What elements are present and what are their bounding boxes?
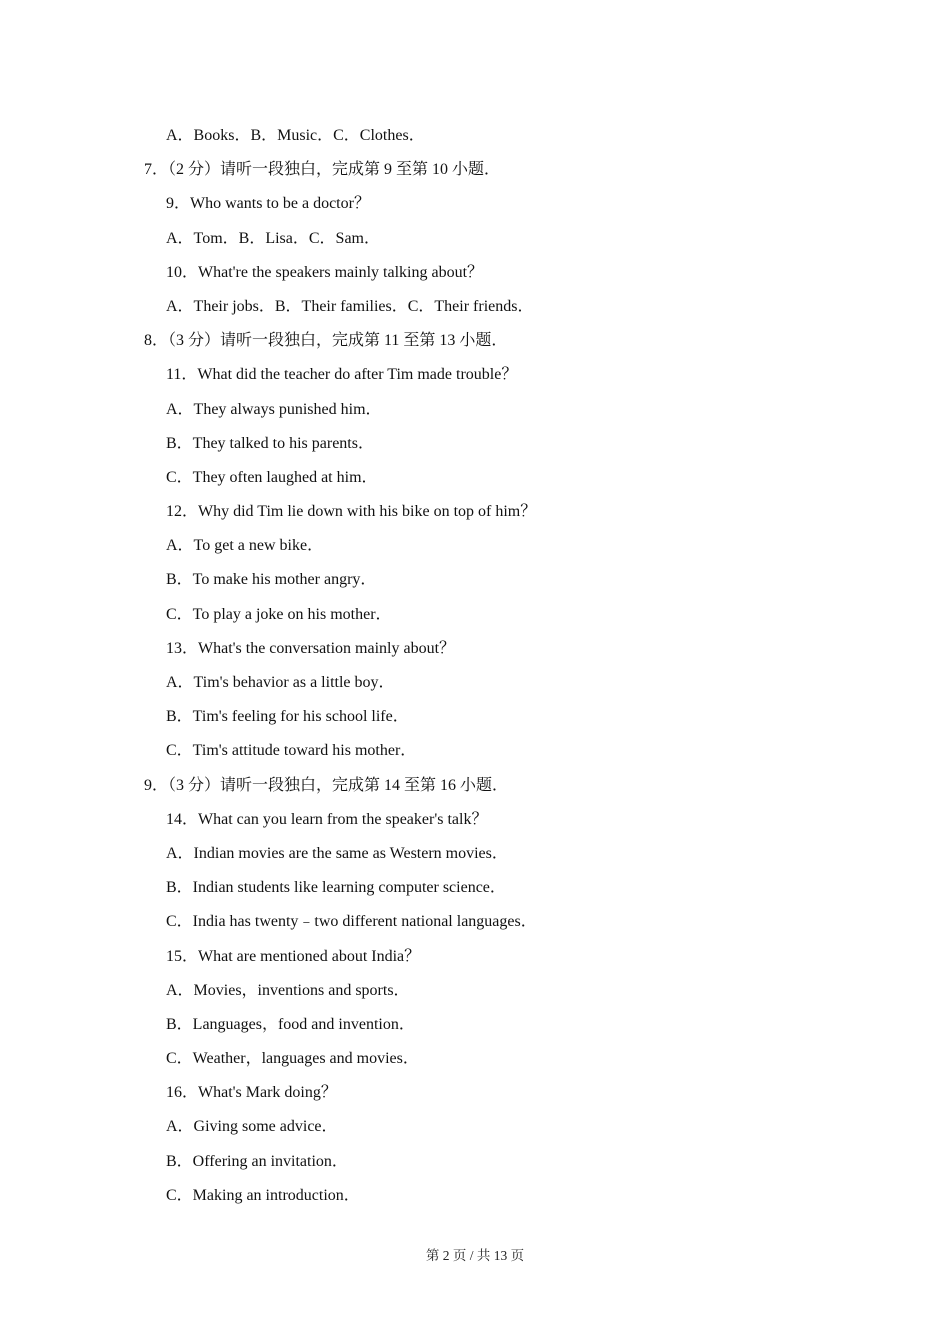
option-q15-c: C．Weather，languages and movies． bbox=[166, 1050, 419, 1068]
option-q15-a: A．Movies，inventions and sports． bbox=[166, 981, 410, 999]
option-q11-a: A．They always punished him． bbox=[166, 400, 382, 418]
option-q13-c: C．Tim's attitude toward his mother． bbox=[166, 742, 417, 760]
answer-options-q9: A．Tom．B．Lisa．C．Sam． bbox=[166, 229, 380, 247]
option-q14-c: C．India has twenty﹣two different national languages． bbox=[166, 913, 537, 931]
question-content bbox=[0, 124, 950, 1218]
question-12: 12．Why did Tim lie down with his bike on top of him？ bbox=[166, 503, 537, 521]
question-14: 14．What can you learn from the speaker's talk？ bbox=[166, 810, 488, 828]
option-q14-b: B．Indian students like learning computer science． bbox=[166, 879, 506, 897]
section-9-heading: 9．（3 分）请听一段独白，完成第 14 至第 16 小题． bbox=[144, 776, 509, 794]
page-footer: 第 2 页 / 共 13 页 bbox=[425, 1248, 525, 1263]
option-q11-b: B．They talked to his parents． bbox=[166, 434, 374, 452]
question-15: 15．What are mentioned about India？ bbox=[166, 947, 421, 965]
question-13: 13．What's the conversation mainly about？ bbox=[166, 639, 456, 657]
option-q16-b: B．Offering an invitation． bbox=[166, 1152, 348, 1170]
answer-options-q10: A．Their jobs．B．Their families．C．Their friends． bbox=[166, 297, 534, 315]
question-16: 16．What's Mark doing？ bbox=[166, 1084, 337, 1102]
option-q16-c: C．Making an introduction． bbox=[166, 1186, 360, 1204]
option-q15-b: B．Languages，food and invention． bbox=[166, 1015, 415, 1033]
option-q16-a: A．Giving some advice． bbox=[166, 1118, 338, 1136]
option-q11-c: C．They often laughed at him． bbox=[166, 468, 378, 486]
option-q13-b: B．Tim's feeling for his school life． bbox=[166, 708, 409, 726]
question-11: 11．What did the teacher do after Tim made trouble？ bbox=[166, 366, 518, 384]
option-q12-b: B．To make his mother angry． bbox=[166, 571, 377, 589]
option-q12-c: C．To play a joke on his mother． bbox=[166, 605, 392, 623]
question-9: 9．Who wants to be a doctor？ bbox=[166, 195, 370, 213]
question-10: 10．What're the speakers mainly talking about？ bbox=[166, 263, 484, 281]
answer-options-q6: A．Books．B．Music．C．Clothes． bbox=[166, 127, 425, 144]
section-7-heading: 7．（2 分）请听一段独白，完成第 9 至第 10 小题． bbox=[144, 161, 501, 179]
option-q13-a: A．Tim's behavior as a little boy． bbox=[166, 674, 395, 691]
option-q14-a: A．Indian movies are the same as Western movies． bbox=[166, 844, 508, 862]
section-8-heading: 8．（3 分）请听一段独白，完成第 11 至第 13 小题． bbox=[144, 332, 508, 350]
option-q12-a: A．To get a new bike． bbox=[166, 537, 324, 555]
